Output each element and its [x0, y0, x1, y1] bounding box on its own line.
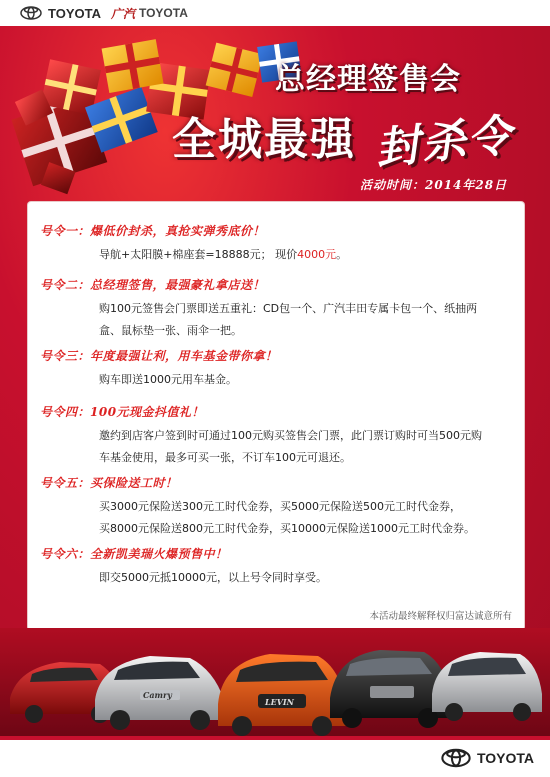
section-3-line-1: 购车即送1000元用车基金。 — [99, 373, 237, 386]
section-2-body — [99, 298, 477, 342]
section-1-line-1: 导航+太阳膜+棉座套=18888元； 现价 — [99, 248, 298, 261]
section-2-title: 号令二：总经理签售，最强豪礼拿店送！ — [40, 278, 266, 292]
headline-line1: 总经理签售会 — [275, 62, 461, 97]
section-5-title: 号令五：买保险送工时！ — [40, 476, 178, 490]
section-3-title: 号令三：年度最强让利，用车基金带你拿！ — [40, 349, 278, 363]
section-4-line-1: 邀约到店客户签到时可通过100元购买签售会门票，此门票订购时可当500元购 — [99, 429, 482, 442]
section-6-line-1: 即交5000元抵10000元，以上号令同时享受。 — [99, 571, 327, 584]
section-1-suffix: 。 — [336, 248, 348, 261]
gac-toyota-brand — [111, 5, 188, 22]
section-4-line-2: 车基金使用，最多可买一张，不订车100元可退还。 — [99, 451, 351, 464]
footer-toyota-wordmark: TOYOTA — [476, 750, 534, 766]
headline-line2: 全城最强 — [172, 114, 356, 165]
disclaimer-footnote: 本活动最终解释权归富达诚意所有 — [369, 611, 512, 622]
toyota-logo-icon — [20, 6, 42, 20]
section-5-body — [99, 496, 475, 540]
toyota-wordmark: TOYOTA — [48, 5, 101, 21]
section-2-line-2: 盒、鼠标垫一张、雨伞一把。 — [99, 324, 242, 337]
section-6-body — [99, 567, 327, 589]
section-4-title: 号令四：100元现金抖值礼！ — [40, 405, 205, 419]
bottom-footer — [0, 740, 550, 777]
camry-badge: Camry — [143, 690, 172, 700]
section-2-line-1: 购100元签售会门票即送五重礼：CD包一个、广汽丰田专属卡包一个、纸抽两 — [99, 302, 478, 315]
section-3-body — [99, 369, 237, 391]
levin-badge: LEVIN — [265, 697, 294, 707]
footer-toyota-brand — [441, 748, 534, 768]
headline-line3: 封杀令 — [373, 109, 516, 176]
section-5-line-2: 买8000元保险送800元工时代金券，买10000元保险送1000元工时代金券。 — [99, 522, 475, 535]
gac-wordmark: 广汽 — [110, 6, 135, 21]
toyota-logo-icon — [441, 748, 471, 768]
section-1-price: 4000元 — [297, 248, 337, 261]
section-6-title: 号令六：全新凯美瑞火爆预售中！ — [40, 547, 228, 561]
section-1-title: 号令一：爆低价封杀，真抢实弹秀底价！ — [40, 224, 266, 238]
section-5-line-1: 买3000元保险送300元工时代金券，买5000元保险送500元工时代金券， — [99, 500, 461, 513]
gac-toyota-wordmark: TOYOTA — [138, 6, 188, 20]
event-date: 活动时间：2014年28日 — [360, 178, 508, 192]
top-brand-bar — [0, 0, 550, 26]
toyota-brand — [20, 6, 101, 21]
content-panel — [28, 202, 524, 630]
car-lineup-illustration — [0, 628, 550, 736]
section-1-body — [99, 244, 347, 266]
section-4-body — [99, 425, 482, 469]
